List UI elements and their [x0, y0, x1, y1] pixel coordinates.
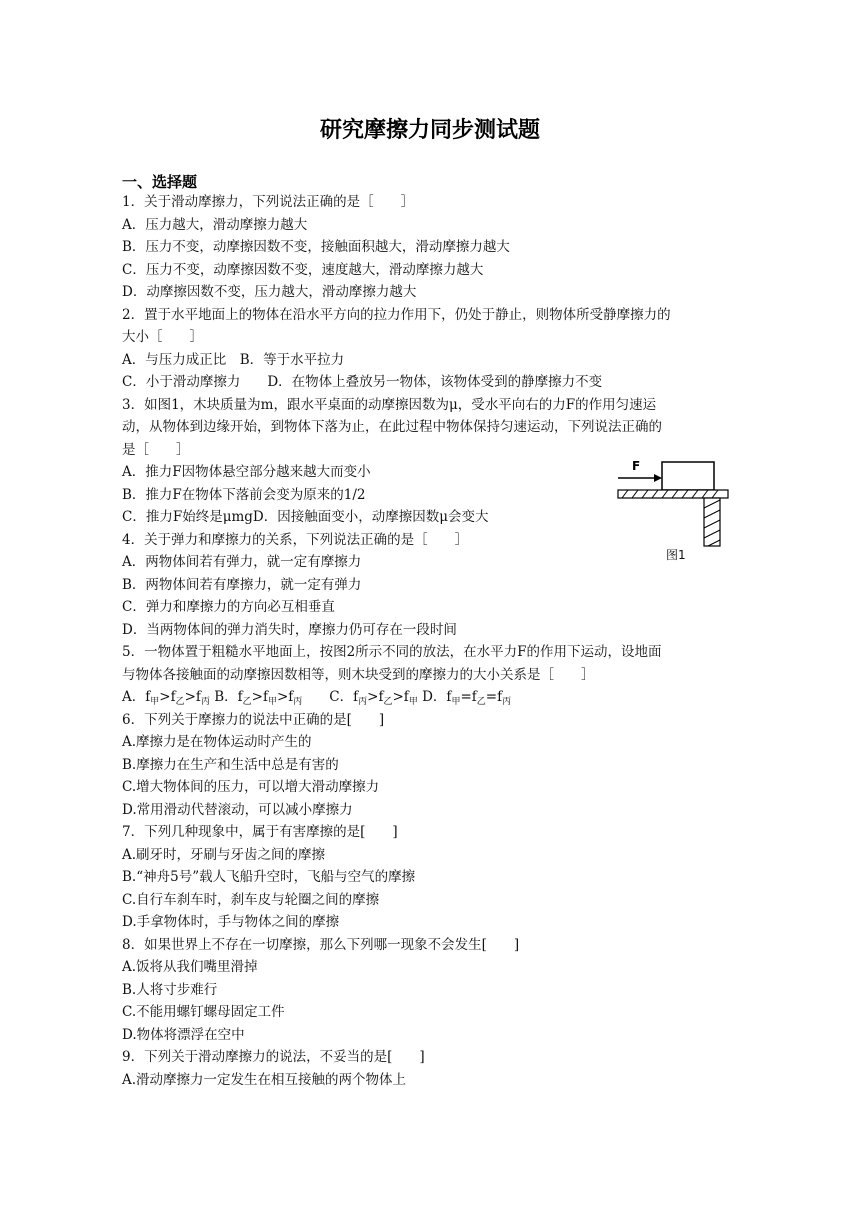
text-line: A.滑动摩擦力一定发生在相互接触的两个物体上: [122, 1072, 407, 1088]
force-label: F: [632, 459, 641, 473]
text-line: D.手拿物体时，手与物体之间的摩擦: [122, 914, 340, 930]
text-line: C.不能用螺钉螺母固定工件: [122, 1004, 285, 1020]
text-line: B.摩擦力在生产和生活中总是有害的: [122, 757, 339, 773]
text-line: 8．如果世界上不存在一切摩擦，那么下列哪一现象不会发生[ ]: [122, 937, 520, 953]
text-line: 4．关于弹力和摩擦力的关系，下列说法正确的是［ ］: [122, 532, 469, 548]
text-line: B．推力F在物体下落前会变为原来的1/2: [122, 487, 366, 503]
text-line: 6．下列关于摩擦力的说法中正确的是[ ]: [122, 712, 385, 728]
text-line: C.自行车刹车时，刹车皮与轮圈之间的摩擦: [122, 892, 380, 908]
text-line: B.“神舟5号”载人飞船升空时，飞船与空气的摩擦: [122, 869, 416, 885]
text-line: 5．一物体置于粗糙水平地面上，按图2所示不同的放法，在水平力F的作用下运动，设地面: [122, 644, 662, 660]
text-line: B．压力不变，动摩擦因数不变，接触面积越大，滑动摩擦力越大: [122, 239, 510, 255]
text-line: D．当两物体间的弹力消失时，摩擦力仍可存在一段时间: [122, 622, 457, 638]
text-line: A.摩擦力是在物体运动时产生的: [122, 734, 312, 750]
text-line: A.饭将从我们嘴里滑掉: [122, 959, 258, 975]
text-line: 3．如图1，木块质量为m，跟水平桌面的动摩擦因数为μ，受水平向右的力F的作用匀速运: [122, 397, 657, 413]
text-line: C．小于滑动摩擦力 D．在物体上叠放另一物体，该物体受到的静摩擦力不变: [122, 374, 603, 390]
section-heading: 一、选择题: [122, 173, 198, 191]
text-line: C．压力不变，动摩擦因数不变，速度越大，滑动摩擦力越大: [122, 262, 484, 278]
text-line: 1．关于滑动摩擦力，下列说法正确的是［ ］: [122, 194, 415, 210]
text-line: A．压力越大，滑动摩擦力越大: [122, 217, 308, 233]
text-line: 大小［ ］: [122, 329, 203, 345]
text-line: C.增大物体间的压力，可以增大滑动摩擦力: [122, 779, 380, 795]
text-line: 2．置于水平地面上的物体在沿水平方向的拉力作用下，仍处于静止，则物体所受静摩擦力的: [122, 307, 671, 323]
q5-option-line: A．$f_甲>f_乙>f_丙$ B．$f_乙>f_甲>f_丙$ C．$f_丙>f_乙>f_甲$ D．$f_甲=f_乙=f_丙$: [122, 689, 512, 707]
page-title: 研究摩擦力同步测试题: [319, 118, 540, 143]
table-leg: [704, 498, 720, 546]
figure-1-caption: 图1: [666, 548, 686, 562]
force-arrowhead: [654, 474, 662, 482]
text-line: 与物体各接触面的动摩擦因数相等，则木块受到的摩擦力的大小关系是［ ］: [122, 667, 595, 683]
text-line: 9．下列关于滑动摩擦力的说法，不妥当的是[ ]: [122, 1049, 425, 1065]
text-line: 7．下列几种现象中，属于有害摩擦的是[ ]: [122, 824, 398, 840]
text-line: 是［ ］: [122, 442, 190, 458]
text-line: D.常用滑动代替滚动，可以减小摩擦力: [122, 802, 353, 818]
text-line: C．弹力和摩擦力的方向必互相垂直: [122, 599, 335, 615]
text-line: 动，从物体到边缘开始，到物体下落为止，在此过程中物体保持匀速运动，下列说法正确的: [122, 419, 662, 435]
text-line: C．推力F始终是μmgD．因接触面变小，动摩擦因数μ会变大: [122, 509, 489, 525]
text-line: A.刷牙时，牙刷与牙齿之间的摩擦: [122, 847, 326, 863]
text-line: D.物体将漂浮在空中: [122, 1027, 245, 1043]
text-line: A．推力F因物体悬空部分越来越大而变小: [122, 464, 371, 480]
text-line: B．两物体间若有摩擦力，就一定有弹力: [122, 577, 362, 593]
text-line: D．动摩擦因数不变，压力越大，滑动摩擦力越大: [122, 284, 417, 300]
wooden-block: [662, 462, 714, 490]
text-line: B.人将寸步难行: [122, 982, 218, 998]
text-line: A．两物体间若有弹力，就一定有摩擦力: [122, 554, 362, 570]
text-line: A．与压力成正比 B．等于水平拉力: [122, 352, 345, 368]
